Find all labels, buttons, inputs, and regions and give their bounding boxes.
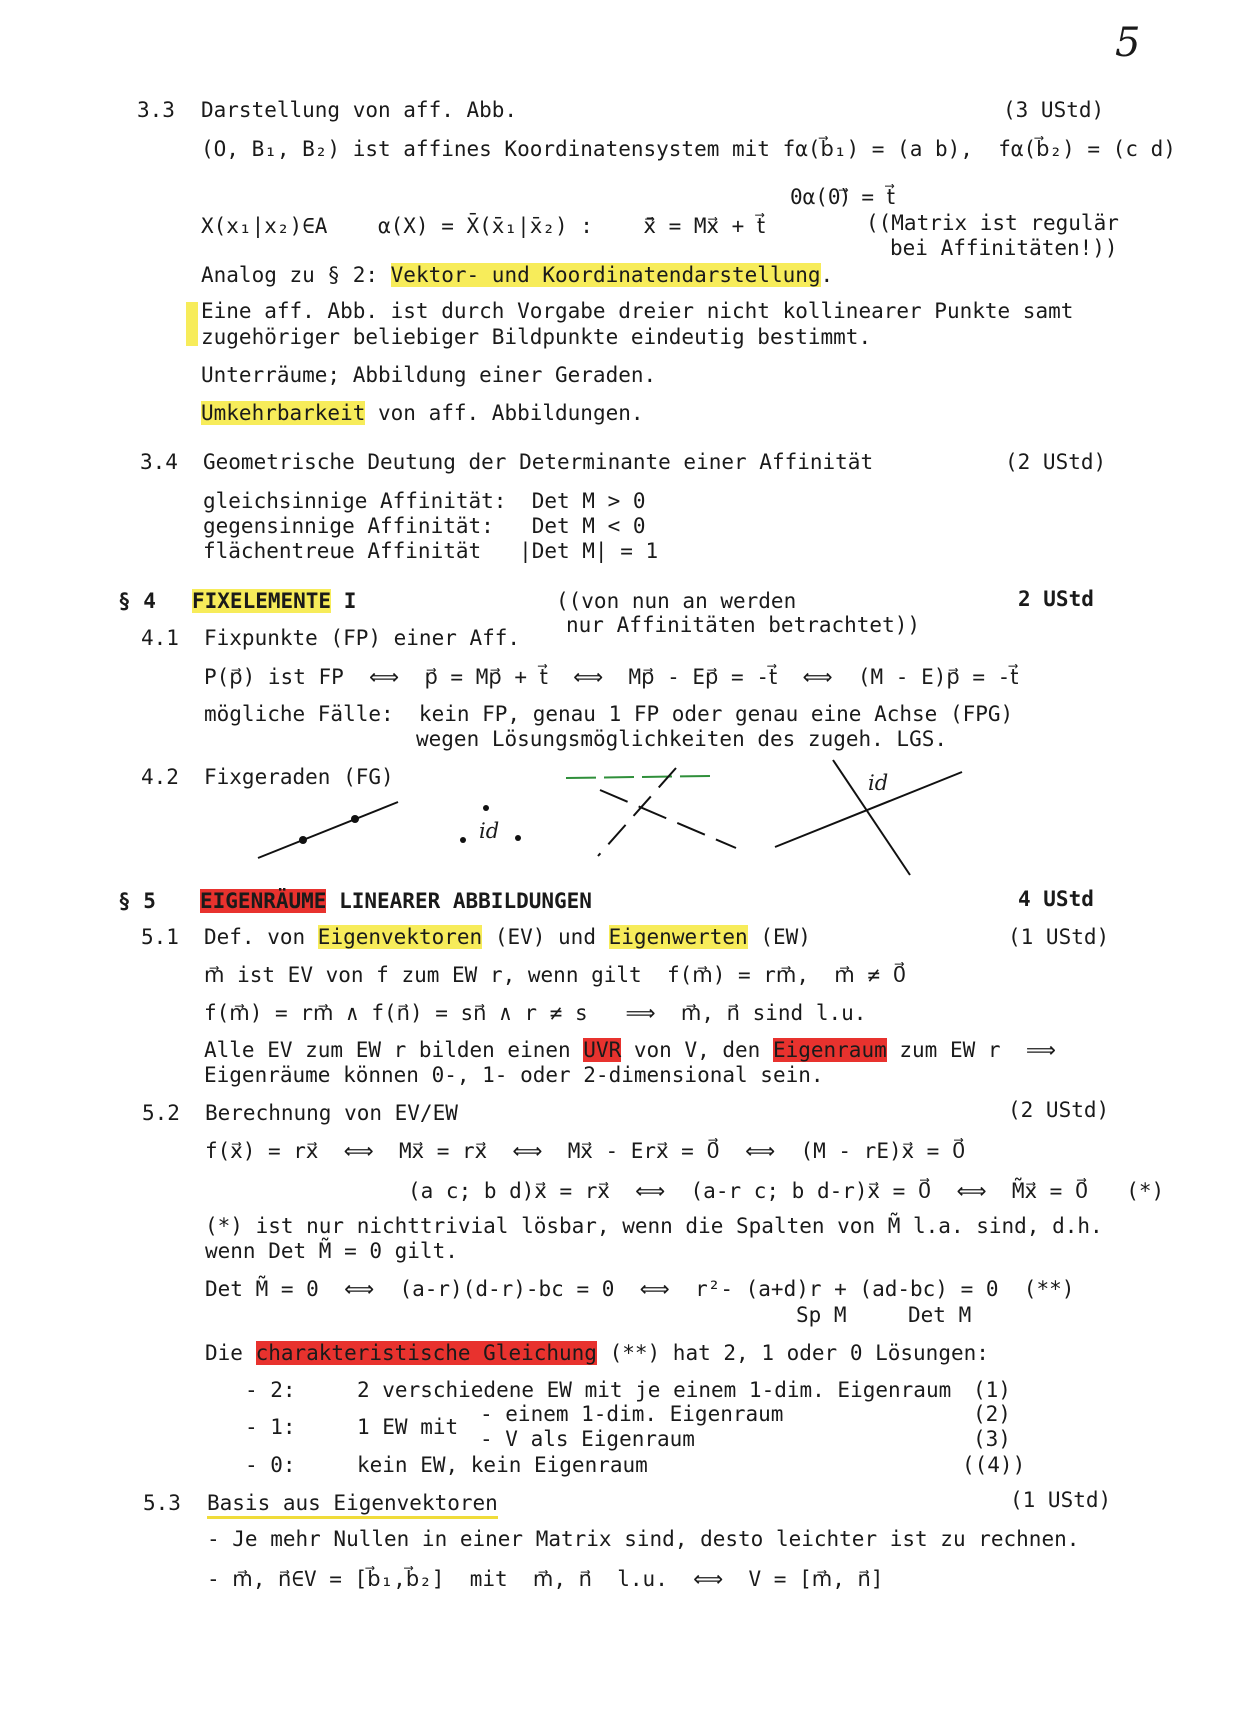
analog-suffix: . bbox=[820, 263, 834, 287]
sketch-dot bbox=[460, 837, 466, 843]
section-number-5-1: 5.1 bbox=[141, 925, 179, 949]
sketch-point bbox=[299, 836, 307, 844]
section-title-4-1: Fixpunkte (FP) einer Aff. bbox=[204, 626, 521, 650]
case-2-key: - 2: bbox=[245, 1378, 296, 1402]
case-1-value: 1 EW mit bbox=[357, 1415, 459, 1439]
invertibility-suffix: von aff. Abbildungen. bbox=[365, 401, 644, 425]
analog-prefix: Analog zu § 2: bbox=[201, 263, 391, 287]
subspaces-line: Unterräume; Abbildung einer Geraden. bbox=[201, 363, 657, 387]
eigenraum-highlight: Eigenraum bbox=[772, 1038, 887, 1062]
regularity-note-2: bei Affinitäten!)) bbox=[890, 236, 1118, 260]
chapter-title-4-highlight: FIXELEMENTE bbox=[192, 589, 332, 613]
eigenvalues-highlight: Eigenwerten bbox=[608, 925, 748, 949]
case-1b-number: (3) bbox=[973, 1427, 1011, 1451]
invertibility-highlight: Umkehrbarkeit bbox=[201, 401, 366, 425]
section-title-5-1 bbox=[204, 924, 811, 950]
case-1a: - einem 1-dim. Eigenraum bbox=[480, 1402, 784, 1426]
page-number: 5 bbox=[1115, 20, 1141, 66]
chapter-note-4-1: ((von nun an werden bbox=[556, 589, 797, 613]
linear-independence-line: f(m⃗) = rm⃗ ∧ f(n⃗) = sn⃗ ∧ r ≠ s ⟹ m⃗, n⃗ sind l.u. bbox=[204, 1001, 867, 1025]
chapter-hours-4: 2 UStd bbox=[1018, 587, 1094, 611]
nontrivial-solution-line: (*) ist nur nichttrivial lösbar, wenn die Spalten von M̃ l.a. sind, d.h. bbox=[205, 1214, 1103, 1238]
eigenvector-definition: m⃗ ist EV von f zum EW r, wenn gilt f(m⃗) = rm⃗, m⃗ ≠ 0⃗ bbox=[204, 963, 907, 987]
char-eq-highlight: charakteristische Gleichung bbox=[255, 1341, 597, 1365]
zeros-tip-line: - Je mehr Nullen in einer Matrix sind, desto leichter ist zu rechnen. bbox=[207, 1527, 1080, 1551]
section-hours-3-4: (2 UStd) bbox=[1005, 450, 1107, 474]
case-2-number: (1) bbox=[973, 1378, 1011, 1402]
section-hours-3-3: (3 UStd) bbox=[1003, 98, 1105, 122]
section-title-5-2: Berechnung von EV/EW bbox=[205, 1101, 458, 1125]
sketch-point bbox=[351, 815, 359, 823]
chapter-title-4-suffix: I bbox=[331, 589, 357, 613]
section-hours-5-3: (1 UStd) bbox=[1010, 1488, 1112, 1512]
case-1-key: - 1: bbox=[245, 1415, 296, 1439]
sketch-green-fixline bbox=[566, 776, 710, 778]
def-prefix: Def. von bbox=[204, 925, 318, 949]
eigenspace-middle: von V, den bbox=[621, 1038, 773, 1062]
def-suffix: (EW) bbox=[747, 925, 811, 949]
trace-label: Sp M bbox=[796, 1303, 847, 1327]
regularity-note-1: ((Matrix ist regulär bbox=[866, 211, 1119, 235]
sketch-dot bbox=[483, 805, 489, 811]
translation-vector-line: 0α(0)⃗ = t⃗ bbox=[790, 185, 895, 209]
case-0-number: ((4)) bbox=[962, 1453, 1026, 1477]
chapter-number-5: § 5 bbox=[118, 889, 156, 913]
eigenspace-prefix: Alle EV zum EW r bilden einen bbox=[204, 1038, 584, 1062]
determinant-row-3: flächentreue Affinität |Det M| = 1 bbox=[203, 539, 659, 563]
determinant-row-1: gleichsinnige Affinität: Det M > 0 bbox=[203, 489, 646, 513]
sketch-line-with-points bbox=[258, 802, 398, 858]
section-number-4-2: 4.2 bbox=[141, 765, 179, 789]
characteristic-polynomial-line: Det M̃ = 0 ⟺ (a-r)(d-r)-bc = 0 ⟺ r²- (a+d)r + (ad-bc) = 0 (**) bbox=[205, 1277, 1075, 1301]
section-hours-5-2: (2 UStd) bbox=[1008, 1098, 1110, 1122]
mapping-equation-line: X(x₁|x₂)∈A α(X) = X̄(x̄₁|x̄₂) : x̄⃗ = Mx⃗ + t⃗ bbox=[201, 214, 766, 238]
eigenspace-line bbox=[204, 1037, 1056, 1063]
char-eq-suffix: (**) hat 2, 1 oder 0 Lösungen: bbox=[596, 1341, 989, 1365]
chapter-number-4: § 4 bbox=[118, 589, 156, 613]
def-middle: (EV) und bbox=[482, 925, 609, 949]
char-eq-prefix: Die bbox=[205, 1341, 256, 1365]
section-hours-5-1: (1 UStd) bbox=[1008, 925, 1110, 949]
section-number-5-2: 5.2 bbox=[142, 1101, 180, 1125]
analog-highlight: Vektor- und Koordinatendarstellung bbox=[390, 263, 821, 287]
determinant-row-2: gegensinnige Affinität: Det M < 0 bbox=[203, 514, 646, 538]
coordinate-system-line: (O, B₁, B₂) ist affines Koordinatensystem mit fα(b⃗₁) = (a b), fα(b⃗₂) = (c d) bbox=[201, 137, 1176, 161]
nontrivial-solution-line-2: wenn Det M̃ = 0 gilt. bbox=[205, 1239, 458, 1263]
section-title-4-2: Fixgeraden (FG) bbox=[204, 765, 394, 789]
identity-label-1: id bbox=[479, 819, 500, 843]
case-1a-number: (2) bbox=[973, 1402, 1011, 1426]
eigen-equation-chain: f(x⃗) = rx⃗ ⟺ Mx⃗ = rx⃗ ⟺ Mx⃗ - Erx⃗ = 0⃗ ⟺ (M - rE)x⃗ = 0⃗ bbox=[205, 1139, 966, 1163]
possible-cases-line: mögliche Fälle: kein FP, genau 1 FP oder genau eine Achse (FPG) bbox=[204, 702, 1014, 726]
section-title-3-4: Geometrische Deutung der Determinante einer Affinität bbox=[203, 450, 874, 474]
chapter-title-5-highlight: EIGENRÄUME bbox=[200, 889, 327, 913]
chapter-title-5-suffix: LINEARER ABBILDUNGEN bbox=[326, 889, 592, 913]
uvr-highlight: UVR bbox=[583, 1038, 622, 1062]
fixpoint-equation: P(p⃗) ist FP ⟺ p⃗ = Mp⃗ + t⃗ ⟺ Mp⃗ - Ep⃗ = -t⃗ ⟺ (M - E)p⃗ = -t⃗ bbox=[204, 665, 1019, 689]
paragraph-collinear-2: zugehöriger beliebiger Bildpunkte eindeutig bestimmt. bbox=[201, 325, 872, 349]
sketch-dashed-line bbox=[598, 768, 676, 856]
eigenvectors-highlight: Eigenvektoren bbox=[317, 925, 483, 949]
section-title-5-3: Basis aus Eigenvektoren bbox=[207, 1490, 498, 1519]
chapter-title-5 bbox=[200, 888, 592, 914]
sketch-dashed-line bbox=[600, 790, 736, 848]
case-1b: - V als Eigenraum bbox=[480, 1427, 695, 1451]
matrix-equation-chain: (a c; b d)x⃗ = rx⃗ ⟺ (a-r c; b d-r)x⃗ = 0⃗ ⟺ M̃x⃗ = 0⃗ (*) bbox=[408, 1179, 1165, 1203]
characteristic-equation-line bbox=[205, 1340, 989, 1366]
eigenspace-dimension-line: Eigenräume können 0-, 1- oder 2-dimensional sein. bbox=[204, 1063, 824, 1087]
basis-line: - m⃗, n⃗∈V = [b⃗₁,b⃗₂] mit m⃗, n⃗ l.u. ⟺ V = [m⃗, n⃗] bbox=[207, 1567, 884, 1591]
eigenspace-suffix: zum EW r ⟹ bbox=[886, 1038, 1056, 1062]
possible-cases-reason: wegen Lösungsmöglichkeiten des zugeh. LGS. bbox=[416, 727, 948, 751]
section-number-3-3: 3.3 bbox=[137, 98, 175, 122]
section-number-5-3: 5.3 bbox=[143, 1491, 181, 1515]
paragraph-collinear-1: Eine aff. Abb. ist durch Vorgabe dreier nicht kollinearer Punkte samt bbox=[201, 299, 1074, 323]
case-0-value: kein EW, kein Eigenraum bbox=[357, 1453, 648, 1477]
case-0-key: - 0: bbox=[245, 1453, 296, 1477]
section-number-3-4: 3.4 bbox=[140, 450, 178, 474]
section-title-3-3: Darstellung von aff. Abb. bbox=[201, 98, 518, 122]
chapter-hours-5: 4 UStd bbox=[1018, 887, 1094, 911]
case-2-value: 2 verschiedene EW mit je einem 1-dim. Eigenraum bbox=[357, 1378, 952, 1402]
chapter-note-4-2: nur Affinitäten betrachtet)) bbox=[566, 613, 921, 637]
section-number-4-1: 4.1 bbox=[141, 626, 179, 650]
sketch-dot bbox=[515, 835, 521, 841]
determinant-label: Det M bbox=[908, 1303, 972, 1327]
identity-label-2: id bbox=[868, 771, 889, 795]
